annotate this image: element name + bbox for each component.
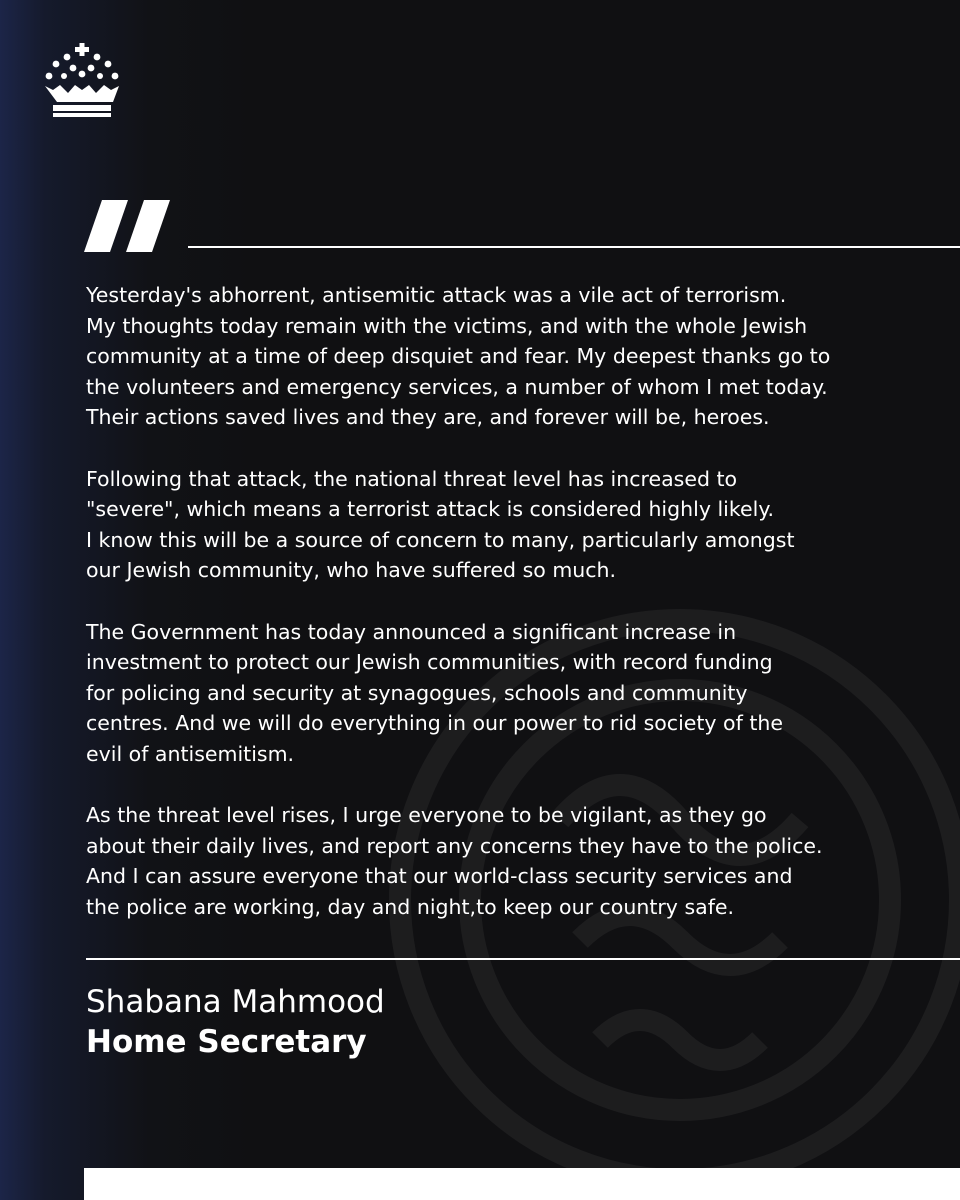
statement-line: the police are working, day and night,to keep our country safe.: [86, 894, 735, 919]
statement-line: Following that attack, the national threat level has increased to: [86, 466, 738, 491]
statement-line: about their daily lives, and report any concerns they have to the police.: [86, 833, 823, 858]
statement-line: The Government has today announced a significant increase in: [86, 619, 737, 644]
statement-line: our Jewish community, who have suffered so much.: [86, 558, 617, 583]
statement-line: centres. And we will do everything in our power to rid society of the: [86, 711, 783, 736]
bottom-divider: [86, 958, 960, 960]
signature-title: Home Secretary: [86, 1024, 367, 1060]
statement-line: I know this will be a source of concern to many, particularly amongst: [86, 527, 795, 552]
statement-line: the volunteers and emergency services, a number of whom I met today.: [86, 374, 828, 399]
statement-paragraph: [86, 464, 926, 586]
statement-line: As the threat level rises, I urge everyone to be vigilant, as they go: [86, 803, 767, 828]
top-divider: [188, 246, 960, 248]
statement-line: And I can assure everyone that our world-class security services and: [86, 864, 793, 889]
statement-line: investment to protect our Jewish communities, with record funding: [86, 650, 773, 675]
statement-line: Yesterday's abhorrent, antisemitic attack was a vile act of terrorism.: [86, 283, 787, 307]
statement-line: evil of antisemitism.: [86, 741, 295, 766]
statement-paragraph: [86, 800, 926, 922]
crown-icon: [42, 42, 122, 118]
quote-mark-icon: [82, 200, 174, 252]
statement-paragraph: [86, 617, 926, 770]
signature-name: Shabana Mahmood: [86, 984, 385, 1020]
statement-paragraph: [86, 280, 926, 433]
statement-line: My thoughts today remain with the victims, and with the whole Jewish: [86, 313, 808, 338]
statement-line: "severe", which means a terrorist attack is considered highly likely.: [86, 497, 775, 522]
statement-line: community at a time of deep disquiet and fear. My deepest thanks go to: [86, 344, 831, 369]
statement-line: for policing and security at synagogues, schools and community: [86, 680, 748, 705]
statement-line: Their actions saved lives and they are, and forever will be, heroes.: [86, 405, 770, 430]
statement-body: [86, 280, 926, 953]
bottom-white-band: [84, 1168, 960, 1200]
